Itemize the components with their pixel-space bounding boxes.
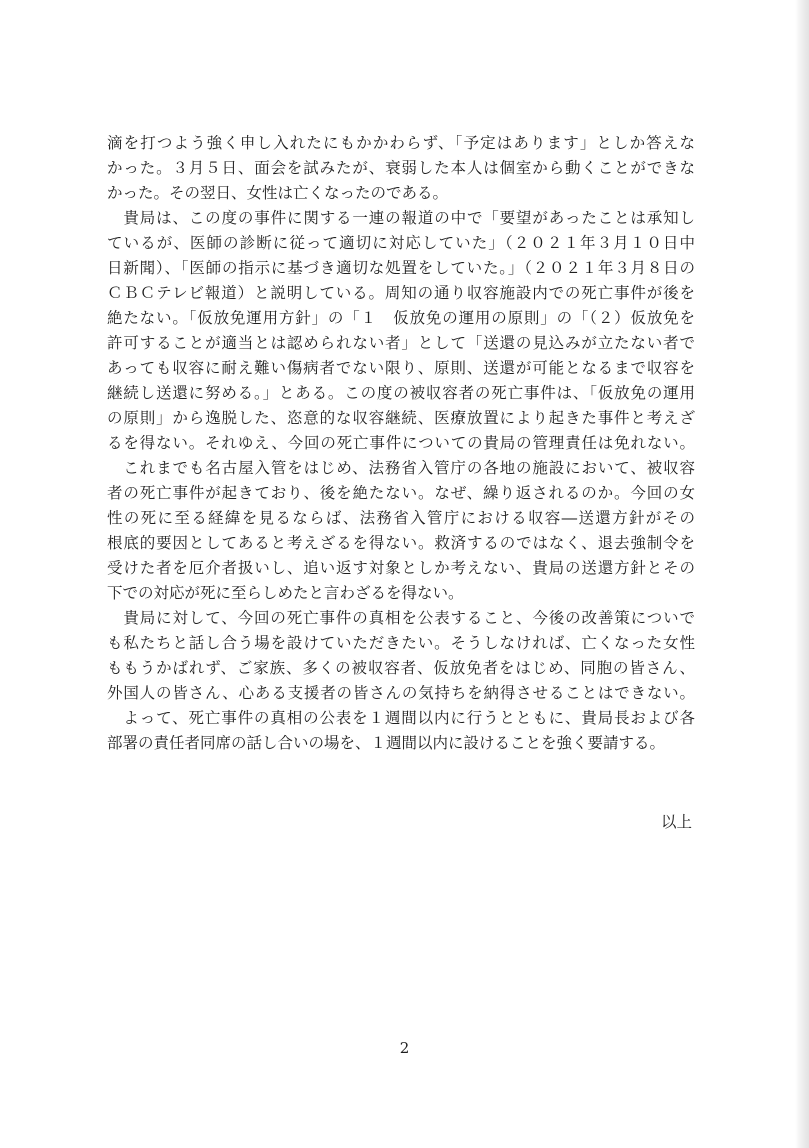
text-line: 日新聞）、「医師の指示に基づき適切な処置をしていた。」（２０２１年３月８日の [107, 259, 695, 277]
text-line: 根底的要因としてあると考えざるを得ない。救済するのではなく、退去強制令を [107, 534, 695, 552]
text-line: 貴局に対して、今回の死亡事件の真相を公表すること、今後の改善策についで [107, 609, 695, 627]
text-line: 受けた者を厄介者扱いし、追い返す対象としか考えない、貴局の送還方針とその [107, 559, 695, 577]
page-number: 2 [399, 1039, 410, 1057]
text-line: 貴局は、この度の事件に関する一連の報道の中で「要望があったことは承知し [107, 209, 695, 227]
text-line: ているが、医師の診断に従って適切に対応していた」（２０２１年３月１０日中 [107, 234, 695, 252]
text-line: 許可することが適当とは認められない者」として「送還の見込みが立たない者で [107, 334, 695, 352]
text-line: ＣＢＣテレビ報道）と説明している。周知の通り収容施設内での死亡事件が後を [107, 284, 695, 302]
text-line: ももうかばれず、ご家族、多くの被収容者、仮放免者をはじめ、同胞の皆さん、 [107, 659, 695, 677]
text-line: の原則」から逸脱した、恣意的な収容継続、医療放置により起きた事件と考えざ [107, 409, 695, 427]
text-line: 滴を打つよう強く申し入れたにもかかわらず、「予定はあります」としか答えな [107, 134, 695, 152]
text-line: 下での対応が死に至らしめたと言わざるを得ない。 [107, 584, 464, 602]
body-text [107, 131, 695, 756]
text-line: 継続し送還に努める。」とある。この度の被収容者の死亡事件は、「仮放免の運用 [107, 384, 695, 402]
page-edge-shadow [795, 0, 809, 1148]
text-line: これまでも名古屋入管をはじめ、法務省入管庁の各地の施設において、被収容 [107, 459, 695, 477]
text-line: も私たちと話し合う場を設けていただきたい。そうしなければ、亡くなった女性 [107, 634, 695, 652]
text-line: かった。その翌日、女性は亡くなったのである。 [107, 184, 449, 202]
text-line: あっても収容に耐え難い傷病者でない限り、原則、送還が可能となるまで収容を [107, 359, 695, 377]
text-line: 者の死亡事件が起きており、後を絶たない。なぜ、繰り返されるのか。今回の女 [107, 484, 695, 502]
text-line: かった。３月５日、面会を試みたが、衰弱した本人は個室から動くことができな [107, 159, 695, 177]
text-line: 外国人の皆さん、心ある支援者の皆さんの気持ちを納得させることはできない。 [107, 684, 695, 702]
text-line: 部署の責任者同席の話し合いの場を、１週間以内に設けることを強く要請する。 [107, 734, 666, 752]
closing-mark: 以上 [660, 813, 692, 831]
text-line: 絶たない。「仮放免運用方針」の「１ 仮放免の運用の原則」の「（２）仮放免を [107, 309, 695, 327]
text-line: るを得ない。それゆえ、今回の死亡事件についての貴局の管理責任は免れない。 [107, 434, 695, 452]
text-line: よって、死亡事件の真相の公表を１週間以内に行うとともに、貴局長および各 [107, 709, 695, 727]
text-line: 性の死に至る経緯を見るならば、法務省入管庁における収容―送還方針がその [107, 509, 695, 527]
